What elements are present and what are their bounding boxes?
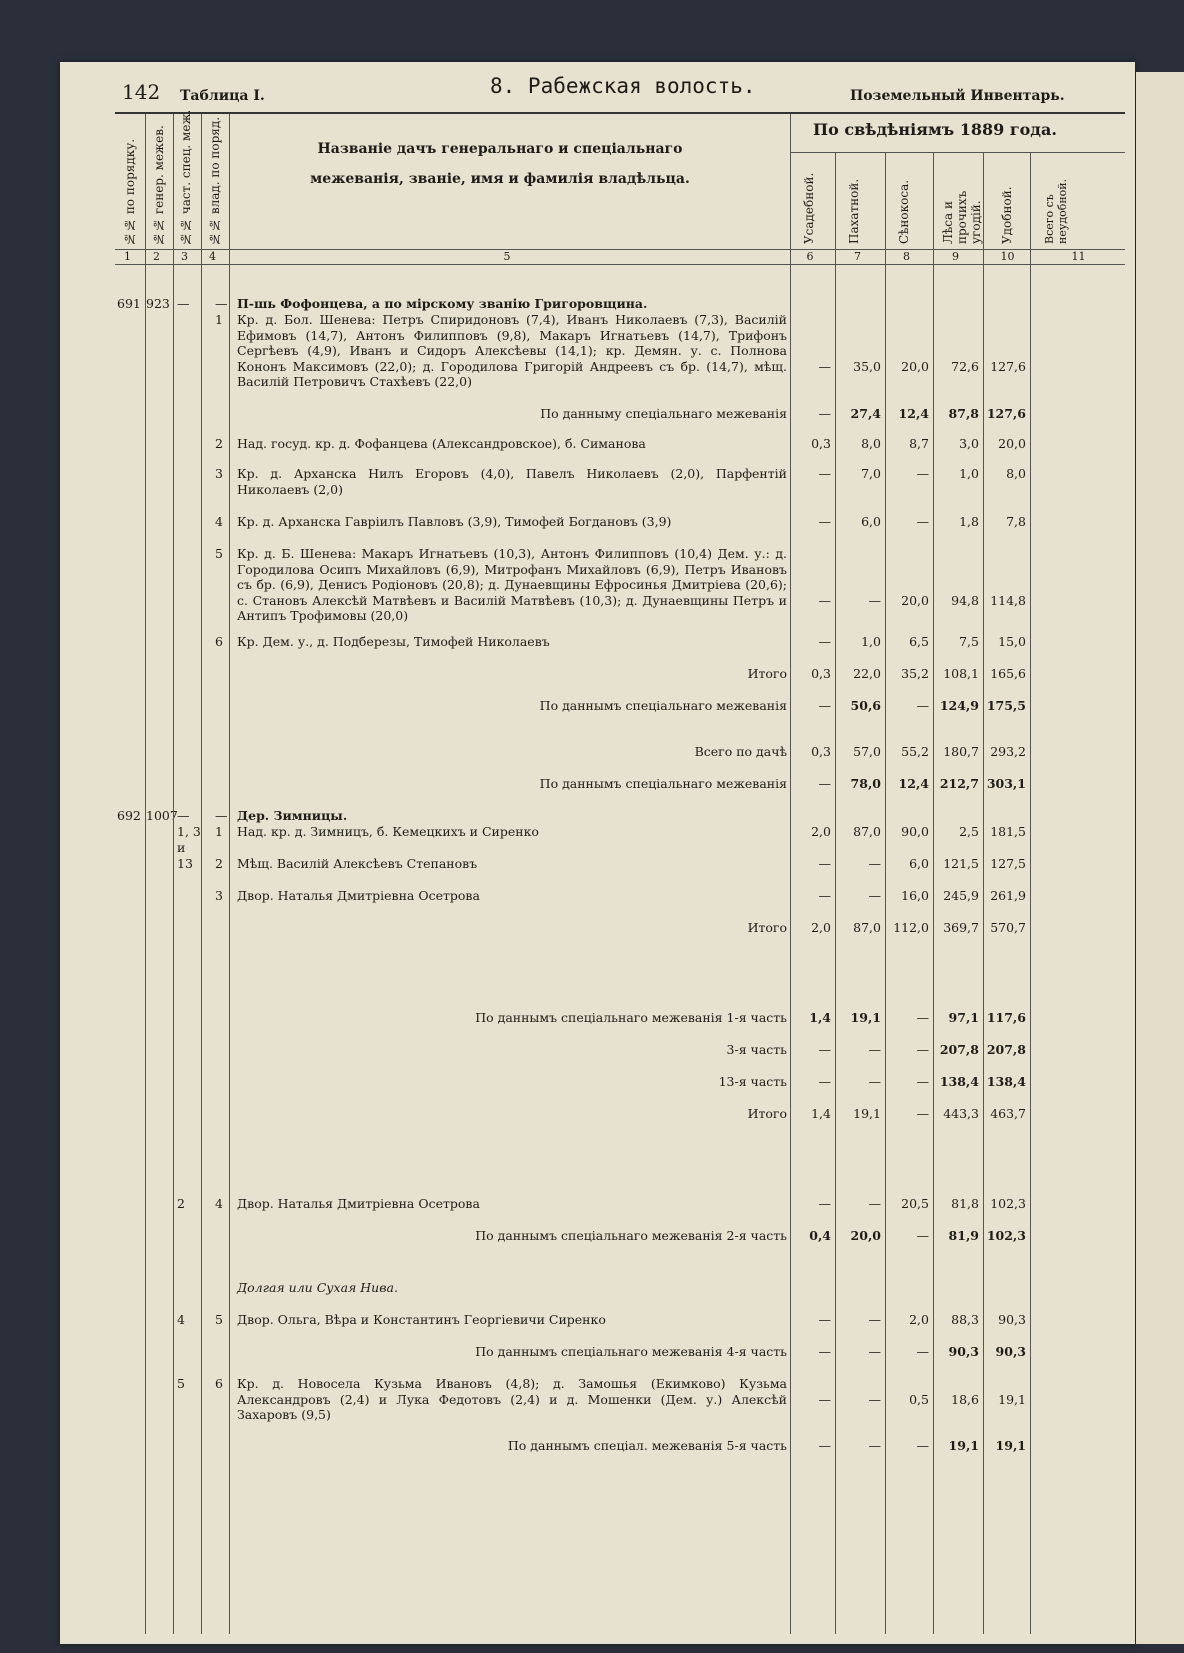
area-value: — [868, 1074, 881, 1089]
owner-number: 2 [215, 436, 223, 451]
area-value: — [916, 1344, 929, 1359]
special-part-number: 2 [177, 1196, 185, 1211]
area-value: 124,9 [939, 698, 979, 713]
column-rule [229, 114, 230, 1634]
area-value: 165,6 [990, 666, 1026, 681]
area-value: 0,3 [811, 666, 831, 681]
area-value: — [818, 1312, 831, 1327]
area-value: — [868, 1042, 881, 1057]
area-value: — [868, 1344, 881, 1359]
area-value: — [868, 1196, 881, 1211]
area-value: 19,1 [853, 1106, 881, 1121]
area-value: 16,0 [901, 888, 929, 903]
owner-description: П-шь Фофонцева, а по мiрскому званiю Григоровщина. [237, 296, 648, 311]
col-header-4: №№ влад. по поряд. [208, 116, 222, 246]
area-value: 570,7 [990, 920, 1026, 935]
owner-description: Кр. Дем. у., д. Подберезы, Тимофей Николаевъ [237, 634, 550, 649]
area-value: 0,5 [909, 1391, 929, 1407]
area-value: 102,3 [990, 1196, 1026, 1211]
area-value: 1,0 [959, 466, 979, 481]
col-number: 11 [1071, 250, 1086, 263]
summary-label: По даннымъ спецiальнаго межеванiя [539, 776, 787, 791]
area-value: 2,0 [909, 1312, 929, 1327]
area-value: 207,8 [986, 1042, 1026, 1057]
area-value: 7,5 [959, 634, 979, 649]
area-value: — [818, 466, 831, 481]
area-value: 0,4 [809, 1228, 831, 1243]
inventory-title: Поземельный Инвентарь. [850, 88, 1065, 104]
col-number: 10 [1000, 250, 1015, 263]
area-value: 175,5 [986, 698, 1026, 713]
area-value: 112,0 [893, 920, 929, 935]
area-value: 12,4 [898, 406, 929, 421]
area-value: 87,0 [853, 920, 881, 935]
area-value: 108,1 [943, 666, 979, 681]
area-value: 1,4 [809, 1010, 831, 1025]
owner-description: Кр. д. Б. Шенева: Макаръ Игнатьевъ (10,3), Антонъ Филипповъ (10,4) Дем. у.: д. Городилова Осипъ Михайловъ (6,9), Митрофанъ Михайловъ (6,9), Петръ Ивановъ съ бр. (6,9), Денисъ Родiоновъ (20,8); д. Дунаевщины Ефросинья Дмитрiева (20,6); с. Становъ Алексѣй Матвѣевъ и Василiй Матвѣевъ (10,3); д. Дунаевщины Петръ и Антипъ Трофимовы (20,0) [237, 546, 787, 623]
owner-number: 4 [215, 1196, 223, 1211]
area-value: — [818, 1196, 831, 1211]
column-rule [1030, 152, 1031, 1634]
col-number: 5 [503, 250, 511, 263]
document-page [60, 62, 1135, 1644]
summary-label: 13-я часть [718, 1074, 787, 1089]
summary-label: Итого [747, 1106, 787, 1121]
area-value: 87,8 [948, 406, 979, 421]
area-value: — [916, 1074, 929, 1089]
owner-description: Долгая или Сухая Нива. [237, 1280, 398, 1295]
col-number: 4 [209, 250, 216, 263]
area-value: 81,9 [948, 1228, 979, 1243]
special-part-number: — [177, 808, 190, 823]
area-value: 121,5 [943, 856, 979, 871]
summary-label: По даннымъ спецiальнаго межеванiя 2-я часть [475, 1228, 787, 1243]
col-header-10: Удобной. [1000, 186, 1014, 244]
area-value: 181,5 [990, 824, 1026, 839]
area-value: 19,1 [850, 1010, 881, 1025]
area-value: 35,2 [901, 666, 929, 681]
area-value: — [916, 1010, 929, 1025]
area-value: 78,0 [850, 776, 881, 791]
col-header-8: Сѣнокоса. [897, 179, 911, 244]
area-value: 303,1 [986, 776, 1026, 791]
special-part-number: 5 [177, 1376, 185, 1391]
area-value: 97,1 [948, 1010, 979, 1025]
area-value: 94,8 [951, 592, 979, 608]
area-value: 102,3 [986, 1228, 1026, 1243]
col-header-3: №№ част. спец. меж. [179, 109, 193, 246]
col-header-11: Всего съ неудобной. [1043, 178, 1069, 244]
area-value: — [818, 1074, 831, 1089]
area-value: — [916, 1228, 929, 1243]
area-value: — [868, 1391, 881, 1407]
area-value: 18,6 [951, 1391, 979, 1407]
col-number: 7 [854, 250, 861, 263]
area-value: 19,1 [998, 1391, 1026, 1407]
next-page-edge [1136, 72, 1184, 1644]
row-number: 692 [117, 808, 141, 823]
area-value: 72,6 [951, 358, 979, 374]
col-number: 1 [124, 250, 131, 263]
area-value: 90,3 [948, 1344, 979, 1359]
area-value: 90,3 [998, 1312, 1026, 1327]
area-value: 57,0 [853, 744, 881, 759]
area-value: 55,2 [901, 744, 929, 759]
area-value: 1,4 [811, 1106, 831, 1121]
area-value: — [818, 514, 831, 529]
col-number: 8 [903, 250, 910, 263]
column-rule [201, 114, 202, 1634]
area-value: 20,0 [901, 358, 929, 374]
area-value: 20,0 [901, 592, 929, 608]
area-value: 138,4 [939, 1074, 979, 1089]
col-number: 3 [181, 250, 188, 263]
area-value: 127,6 [990, 358, 1026, 374]
area-value: — [868, 1312, 881, 1327]
owner-number: — [215, 808, 228, 823]
area-value: 6,0 [861, 514, 881, 529]
area-value: 7,8 [1006, 514, 1026, 529]
area-value: 6,0 [909, 856, 929, 871]
area-value: 90,3 [995, 1344, 1026, 1359]
special-part-number: и [177, 840, 186, 855]
area-value: 1,0 [861, 634, 881, 649]
owner-description: Двор. Наталья Дмитрiевна Осетрова [237, 1196, 480, 1211]
area-value: — [818, 634, 831, 649]
area-value: 8,0 [861, 436, 881, 451]
area-value: 293,2 [990, 744, 1026, 759]
col-header-1: №№ по порядку. [123, 138, 137, 246]
area-value: 127,5 [990, 856, 1026, 871]
area-value: 35,0 [853, 358, 881, 374]
owner-description: Мѣщ. Василiй Алексѣевъ Степановъ [237, 856, 478, 871]
area-value: — [818, 1438, 831, 1453]
owner-description: Кр. д. Арханска Нилъ Егоровъ (4,0), Павелъ Николаевъ (2,0), Парфентiй Николаевъ (2,0) [237, 466, 787, 497]
summary-label: 3-я часть [726, 1042, 787, 1057]
summary-label: Всего по дачѣ [694, 744, 787, 759]
area-value: — [818, 358, 831, 374]
summary-label: По даннымъ спецiал. межеванiя 5-я часть [507, 1438, 787, 1453]
owner-description: Двор. Наталья Дмитрiевна Осетрова [237, 888, 480, 903]
area-value: 7,0 [861, 466, 881, 481]
area-value: 138,4 [986, 1074, 1026, 1089]
general-survey-number: 1007 [146, 808, 178, 823]
area-value: 15,0 [998, 634, 1026, 649]
owner-description: Кр. д. Арханска Гаврiилъ Павловъ (3,9), Тимофей Богдановъ (3,9) [237, 514, 672, 529]
land-table [115, 109, 1125, 1634]
area-value: — [818, 698, 831, 713]
area-value: — [916, 1042, 929, 1057]
owner-description: Двор. Ольга, Вѣра и Константинъ Георгiевичи Сиренко [237, 1312, 606, 1327]
col-header-2: №№ генер. межев. [152, 125, 166, 246]
area-value: 1,8 [959, 514, 979, 529]
area-value: 20,0 [998, 436, 1026, 451]
area-value: 2,0 [811, 920, 831, 935]
special-part-number: 1, 3 [177, 824, 201, 839]
area-value: 20,0 [850, 1228, 881, 1243]
column-rule [173, 114, 174, 1634]
area-value: 207,8 [939, 1042, 979, 1057]
col-group-header: По свѣдѣнiямъ 1889 года. [813, 120, 1057, 139]
summary-label: Итого [747, 920, 787, 935]
area-value: 3,0 [959, 436, 979, 451]
owner-description: Над. госуд. кр. д. Фофанцева (Александровское), б. Симанова [237, 436, 646, 451]
area-value: 87,0 [853, 824, 881, 839]
area-value: — [818, 1344, 831, 1359]
owner-number: 3 [215, 466, 223, 481]
column-rule [983, 152, 984, 1634]
area-value: — [818, 776, 831, 791]
table-label: Таблица I. [180, 88, 265, 104]
area-value: 443,3 [943, 1106, 979, 1121]
area-value: 20,5 [901, 1196, 929, 1211]
row-rule [790, 152, 1125, 153]
area-value: 8,7 [909, 436, 929, 451]
area-value: 88,3 [951, 1312, 979, 1327]
owner-description: Кр. д. Бол. Шенева: Петръ Спиридоновъ (7,4), Иванъ Николаевъ (7,3), Василiй Ефимовъ (14,7), Антонъ Филипповъ (9,8), Макаръ Игнатьевъ (14,7), Трифонъ Сергѣевъ (4,9), Иванъ и Сидоръ Алексѣевы (14,1); кр. Демян. у. с. Полнова Кононъ Максимовъ (22,0); д. Городилова Григорiй Андреевъ съ бр. (14,7), мѣщ. Василiй Петровичъ Стахѣевъ (22,0) [237, 312, 787, 389]
owner-description: Над. кр. д. Зимницъ, б. Кемецкихъ и Сиренко [237, 824, 539, 839]
area-value: 2,5 [959, 824, 979, 839]
general-survey-number: 923 [146, 296, 170, 311]
area-value: — [916, 466, 929, 481]
area-value: — [916, 698, 929, 713]
summary-label: По даннымъ спецiальнаго межеванiя [539, 698, 787, 713]
area-value: — [818, 1391, 831, 1407]
area-value: — [916, 514, 929, 529]
area-value: — [868, 592, 881, 608]
col-header-6: Усадебной. [802, 172, 816, 244]
area-value: 50,6 [850, 698, 881, 713]
summary-label: По даннымъ спецiальнаго межеванiя 4-я часть [475, 1344, 787, 1359]
owner-number: 5 [215, 546, 223, 561]
area-value: 127,6 [986, 406, 1026, 421]
row-number: 691 [117, 296, 141, 311]
col-header-7: Пахатной. [847, 178, 861, 244]
area-value: 19,1 [995, 1438, 1026, 1453]
column-rule [835, 152, 836, 1634]
column-rule [145, 114, 146, 1634]
owner-number: 6 [215, 634, 223, 649]
owner-number: 1 [215, 824, 223, 839]
area-value: 0,3 [811, 436, 831, 451]
area-value: 245,9 [943, 888, 979, 903]
summary-label: По данныму спецiальнаго межеванiя [540, 406, 787, 421]
summary-label: Итого [747, 666, 787, 681]
area-value: 81,8 [951, 1196, 979, 1211]
owner-number: 4 [215, 514, 223, 529]
area-value: 27,4 [850, 406, 881, 421]
owner-number: 1 [215, 312, 223, 327]
area-value: 0,3 [811, 744, 831, 759]
area-value: — [868, 888, 881, 903]
column-rule [933, 152, 934, 1634]
area-value: 463,7 [990, 1106, 1026, 1121]
special-part-number: 13 [177, 856, 193, 871]
page-number: 142 [122, 80, 161, 104]
column-rule [885, 152, 886, 1634]
area-value: — [868, 856, 881, 871]
owner-number: 2 [215, 856, 223, 871]
area-value: 212,7 [939, 776, 979, 791]
area-value: — [818, 406, 831, 421]
area-value: 369,7 [943, 920, 979, 935]
special-part-number: — [177, 296, 190, 311]
area-value: 12,4 [898, 776, 929, 791]
area-value: 90,0 [901, 824, 929, 839]
owner-description: Дер. Зимницы. [237, 808, 348, 823]
area-value: 2,0 [811, 824, 831, 839]
col-number: 2 [153, 250, 160, 263]
column-rule [790, 114, 791, 1634]
owner-number: — [215, 296, 228, 311]
col-header-5: Названiе дачъ генеральнаго и спецiальнаго межеванiя, званiе, имя и фамилiя владѣльца. [310, 141, 690, 187]
area-value: 261,9 [990, 888, 1026, 903]
owner-number: 5 [215, 1312, 223, 1327]
area-value: 8,0 [1006, 466, 1026, 481]
col-number: 6 [806, 250, 814, 263]
area-value: — [818, 1042, 831, 1057]
area-value: 6,5 [909, 634, 929, 649]
owner-number: 3 [215, 888, 223, 903]
area-value: — [868, 1438, 881, 1453]
col-header-9: Лѣса и прочихъ угодiй. [941, 190, 983, 244]
area-value: — [916, 1106, 929, 1121]
volost-title: 8. Рабежская волость. [490, 74, 756, 98]
area-value: — [818, 888, 831, 903]
area-value: — [916, 1438, 929, 1453]
owner-description: Кр. д. Новосела Кузьма Ивановъ (4,8); д. Замошья (Екимково) Кузьма Александровъ (2,4) и Лука Федотовъ (2,4) и д. Мошенки (Дем. у.) Алексѣй Захаровъ (9,5) [237, 1376, 787, 1422]
area-value: 117,6 [986, 1010, 1026, 1025]
area-value: 114,8 [990, 592, 1026, 608]
area-value: 19,1 [948, 1438, 979, 1453]
area-value: 22,0 [853, 666, 881, 681]
col-number: 9 [952, 250, 959, 263]
area-value: 180,7 [943, 744, 979, 759]
row-rule [115, 264, 1125, 265]
owner-number: 6 [215, 1376, 223, 1391]
area-value: — [818, 592, 831, 608]
special-part-number: 4 [177, 1312, 185, 1327]
summary-label: По даннымъ спецiальнаго межеванiя 1-я часть [475, 1010, 787, 1025]
area-value: — [818, 856, 831, 871]
row-rule [115, 249, 1125, 250]
